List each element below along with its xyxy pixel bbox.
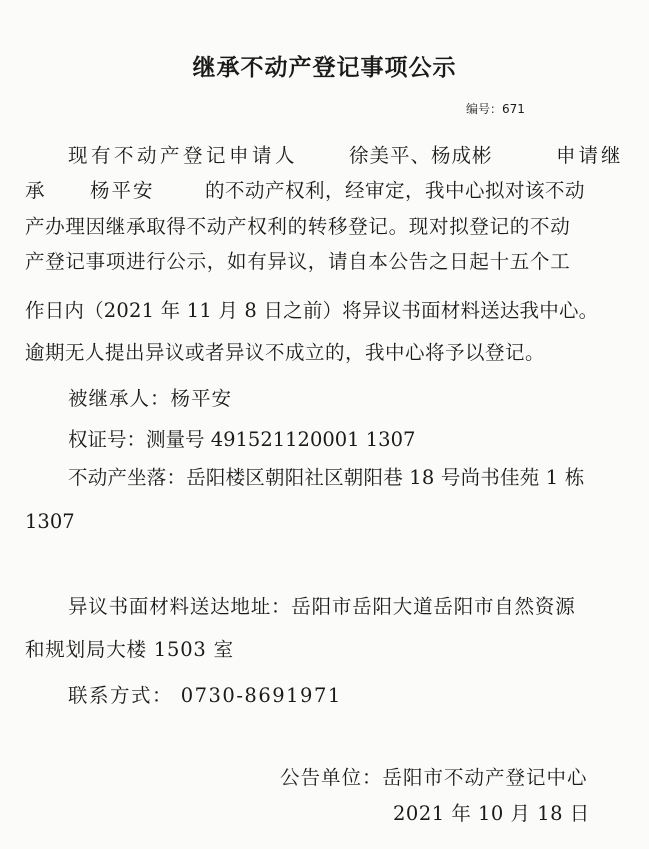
body-line-1: 现有不动产登记申请人 — [68, 144, 299, 167]
deceased-name: 杨平安 — [90, 179, 155, 202]
body-line-5: 作日内（2021 年 11 月 8 日之前）将异议书面材料送达我中心。 — [25, 299, 599, 322]
heir-field: 被继承人：杨平安 — [68, 387, 233, 410]
body-line-2: 的不动产权利，经审定，我中心拟对该不动 — [205, 179, 586, 202]
document-title: 继承不动产登记事项公示 — [192, 55, 457, 81]
applicant-names: 徐美平、杨成彬 — [349, 144, 493, 167]
serial-number: 编号：671 — [466, 102, 525, 116]
body-line-4: 产登记事项进行公示，如有异议，请自本公告之日起十五个工 — [25, 250, 571, 273]
certificate-field: 权证号：测量号 491521120001 1307 — [68, 428, 416, 451]
location-field: 不动产坐落：岳阳楼区朝阳社区朝阳巷 18 号尚书佳苑 1 栋 — [68, 466, 585, 489]
issuer: 公告单位：岳阳市不动产登记中心 — [280, 766, 588, 789]
address-field-cont: 和规划局大楼 1503 室 — [25, 638, 234, 661]
body-line-3: 产办理因继承取得不动产权利的转移登记。现对拟登记的不动 — [25, 215, 571, 238]
address-field: 异议书面材料送达地址：岳阳市岳阳大道岳阳市自然资源 — [68, 595, 576, 618]
location-field-cont: 1307 — [25, 510, 75, 533]
body-line-2-start: 承 — [25, 179, 45, 202]
body-line-6: 逾期无人提出异议或者异议不成立的，我中心将予以登记。 — [25, 341, 546, 364]
contact-field: 联系方式： 0730-8691971 — [68, 684, 342, 707]
body-line-1-end: 申请继 — [556, 144, 624, 167]
issue-date: 2021 年 10 月 18 日 — [393, 802, 590, 825]
